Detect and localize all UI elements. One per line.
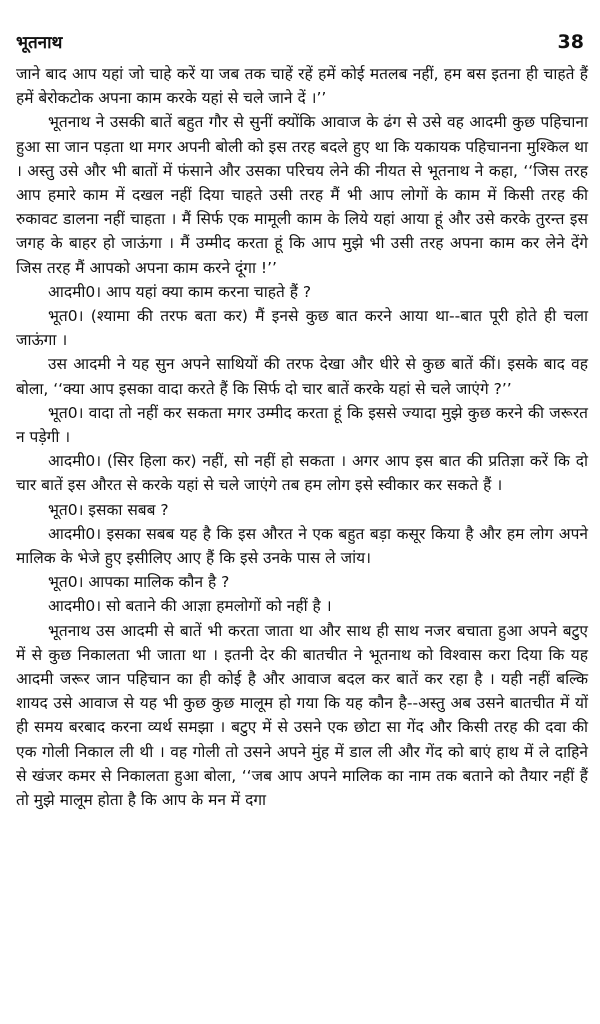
paragraph: भूत0। (श्यामा की तरफ बता कर) मैं इनसे कुछ बात करने आया था--बात पूरी होते ही चला जाऊंगा । <box>16 307 588 350</box>
paragraph: जाने बाद आप यहां जो चाहे करें या जब तक चाहें रहें हमें कोई मतलब नहीं, हम बस इतना ही चाहते हैं हमें बेरोकटोक अपना काम करके यहां से चले जाने दें ।’’ <box>16 65 588 108</box>
paragraph: भूतनाथ ने उसकी बातें बहुत गौर से सुनीं क्योंकि आवाज के ढंग से उसे वह आदमी कुछ पहिचाना हुआ सा जान पड़ता था मगर अपनी बोली को इस तरह बदले हुए था कि यकायक पहिचानना मुश्किल था । अस्तु उसे और भी बातों में फंसाने और उसका परिचय लेने की नीयत से भूतनाथ ने कहा, ‘‘जिस तरह आप हमारे काम में दखल नहीं दिया चाहते उसी तरह मैं भी आप लोगों के काम में किसी तरह की रुकावट डालना नहीं चाहता । मैं सिर्फ एक मामूली काम के लिये यहां आया हूं और उसे करके तुरन्त इस जगह के बाहर हो जाऊंगा । मैं उम्मीद करता हूं कि आप मुझे भी उसी तरह अपना काम कर लेने देंगे जिस तरह मैं आपको अपना काम करने दूंगा !’’ <box>16 113 588 277</box>
paragraph: भूत0। वादा तो नहीं कर सकता मगर उम्मीद करता हूं कि इससे ज्यादा मुझे कुछ करने की जरूरत न पड़ेगी । <box>16 403 588 447</box>
paragraph: आदमी0। इसका सबब यह है कि इस औरत ने एक बहुत बड़ा कसूर किया है और हम लोग अपने मालिक के भेजे हुए इसीलिए आए हैं कि इसे उनके पास ले जांय। <box>16 524 588 568</box>
paragraph: आदमी0। आप यहां क्या काम करना चाहते हैं ? <box>48 282 312 301</box>
page-header <box>16 30 588 60</box>
paragraph: भूत0। आपका मालिक कौन है ? <box>48 573 230 592</box>
paragraph: आदमी0। (सिर हिला कर) नहीं, सो नहीं हो सकता । अगर आप इस बात की प्रतिज्ञा करें कि दो चार बातें इस औरत से करके यहां से चले जाएंगे तब हम लोग इसे स्वीकार कर सकते हैं । <box>16 452 588 495</box>
paragraph: भूत0। इसका सबब ? <box>48 500 169 519</box>
paragraph: भूतनाथ उस आदमी से बातें भी करता जाता था और साथ ही साथ नजर बचाता हुआ अपने बटुए में से कुछ निकालता भी जाता था । इतनी देर की बातचीत ने भूतनाथ को विश्वास करा दिया कि यह आदमी जरूर जान पहिचान का ही कोई है और आवाज बदल कर बातें कर रहा है । यही नहीं बल्कि शायद उसे आवाज से यह भी कुछ कुछ मालूम हो गया कि यह कौन है--अस्तु अब उसने बातचीत में यों ही समय बरबाद करना व्यर्थ समझा । बटुए में से उसने एक छोटा सा गेंद और किसी तरह की दवा की एक गोली निकाल ली थी । वह गोली तो उसने अपने मुंह में डाल ली और गेंद को बाएं हाथ में ले दाहिने से खंजर कमर से निकालता हुआ बोला, ‘‘जब आप अपने मालिक का नाम तक बताने को तैयार नहीं हैं तो मुझे मालूम होता है कि आप के मन में दगा <box>16 621 588 810</box>
paragraph: आदमी0। सो बताने की आज्ञा हमलोगों को नहीं है । <box>48 597 332 616</box>
running-title: भूतनाथ <box>16 33 63 53</box>
paragraph: उस आदमी ने यह सुन अपने साथियों की तरफ देखा और धीरे से कुछ बातें कीं। इसके बाद वह बोला, ‘‘क्या आप इसका वादा करते हैं कि सिर्फ दो चार बातें करके यहां से चले जाएंगे ?’’ <box>16 355 588 398</box>
page-number: 38 <box>557 31 584 53</box>
body-text <box>16 62 588 812</box>
